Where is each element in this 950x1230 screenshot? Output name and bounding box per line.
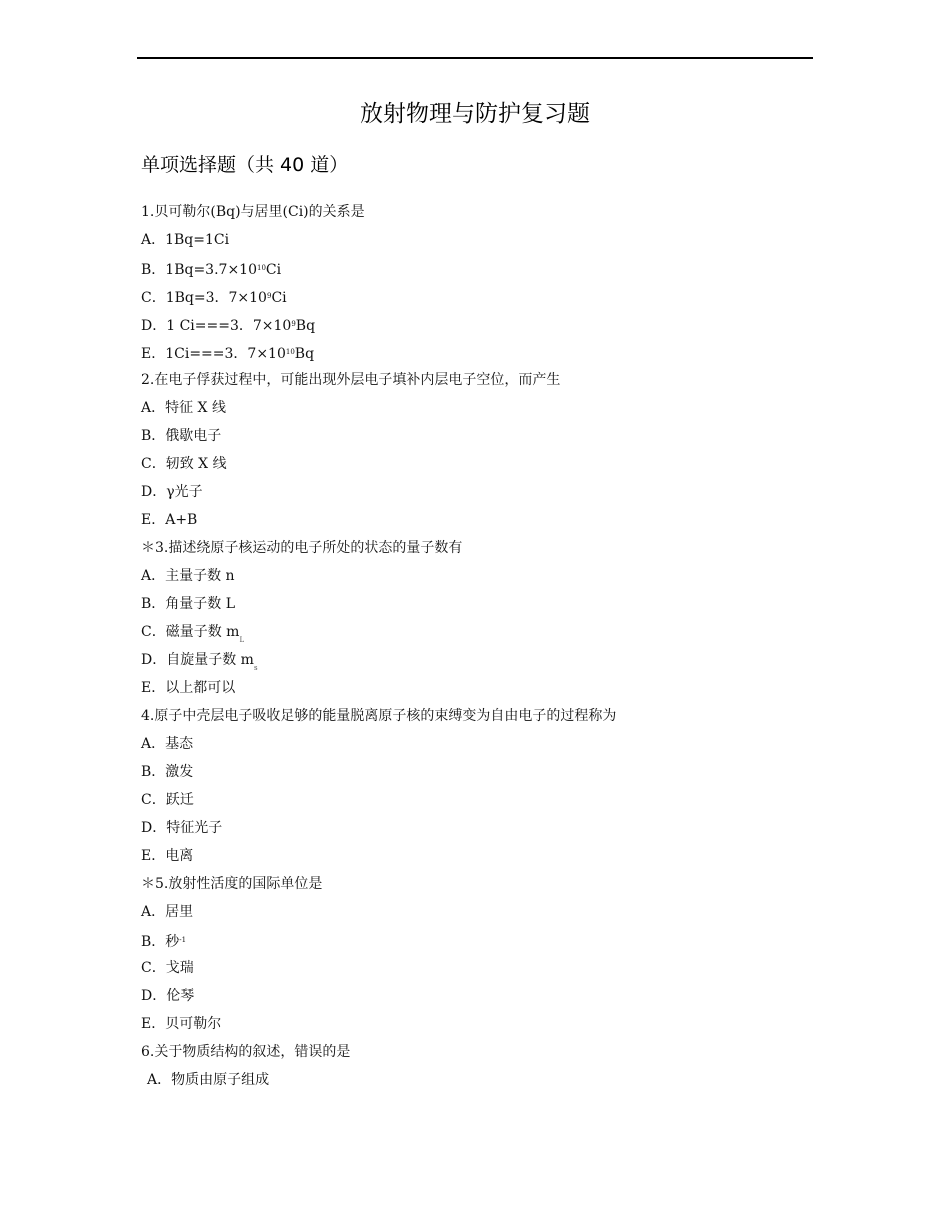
header-rule: [137, 57, 813, 59]
question-5-option-d: D．伦琴: [141, 988, 195, 1004]
subscript: L: [239, 636, 245, 644]
option-text: B．1Bq=3.7×10: [141, 262, 257, 278]
question-3-option-b: B．角量子数 L: [141, 596, 236, 612]
question-2-option-a: A．特征 X 线: [141, 400, 226, 416]
question-5-option-c: C．戈瑞: [141, 960, 194, 976]
option-text: D．1 Ci===3．7×10: [141, 318, 292, 334]
option-text: E．1Ci===3．7×10: [141, 346, 286, 362]
question-stem-1: 1.贝可勒尔(Bq)与居里(Ci)的关系是: [141, 204, 365, 220]
exponent: 9: [266, 292, 272, 300]
option-unit: Ci: [271, 290, 287, 306]
question-4-option-c: C．跃迁: [141, 792, 194, 808]
subscript: s: [253, 664, 258, 672]
question-4-option-e: E．电离: [141, 848, 194, 864]
question-2-option-e: E．A+B: [141, 512, 198, 528]
question-4-option-a: A．基态: [141, 736, 194, 752]
question-5-option-a: A．居里: [141, 904, 194, 920]
option-unit: Ci: [265, 262, 282, 278]
question-2-option-b: B．俄歇电子: [141, 428, 222, 444]
question-2-option-c: C．轫致 X 线: [141, 456, 227, 472]
option-text: C．1Bq=3．7×10: [141, 290, 267, 306]
exponent: -1: [179, 936, 187, 944]
question-4-option-d: D．特征光子: [141, 820, 223, 836]
option-text: D．自旋量子数 m: [141, 652, 254, 668]
question-2-option-d: D．γ光子: [141, 484, 203, 500]
exponent: 10: [257, 264, 266, 272]
question-3-option-e: E．以上都可以: [141, 680, 236, 696]
question-5-option-e: E．贝可勒尔: [141, 1016, 222, 1032]
option-text: B．秒: [141, 934, 180, 950]
question-1-option-a: A．1Bq=1Ci: [141, 232, 230, 248]
question-stem-3: ＊3.描述绕原子核运动的电子所处的状态的量子数有: [141, 540, 463, 556]
question-1-option-b: [141, 254, 821, 282]
question-4-option-b: B．激发: [141, 764, 194, 780]
option-unit: Bq: [294, 346, 315, 362]
option-unit: Bq: [295, 318, 316, 334]
exponent: 10: [285, 348, 295, 356]
question-stem-4: 4.原子中壳层电子吸收足够的能量脱离原子核的束缚变为自由电子的过程称为: [141, 708, 617, 724]
question-1-option-e: [141, 338, 821, 366]
question-list: [141, 198, 821, 1094]
question-3-option-d: [141, 646, 821, 674]
question-1-option-d: [141, 310, 821, 338]
option-text: C．磁量子数 m: [141, 624, 240, 640]
document-title: 放射物理与防护复习题: [360, 101, 590, 127]
question-3-option-a: A．主量子数 n: [141, 568, 235, 584]
question-5-option-b: [141, 926, 821, 954]
section-heading: 单项选择题（共 40 道）: [141, 154, 349, 176]
question-stem-2: 2.在电子俘获过程中，可能出现外层电子填补内层电子空位，而产生: [141, 372, 561, 388]
question-6-option-a: A．物质由原子组成: [147, 1072, 270, 1088]
question-stem-5: ＊5.放射性活度的国际单位是: [141, 876, 323, 892]
question-1-option-c: [141, 282, 821, 310]
question-stem-6: 6.关于物质结构的叙述，错误的是: [141, 1044, 351, 1060]
exponent: 9: [291, 320, 296, 328]
question-3-option-c: [141, 618, 821, 646]
